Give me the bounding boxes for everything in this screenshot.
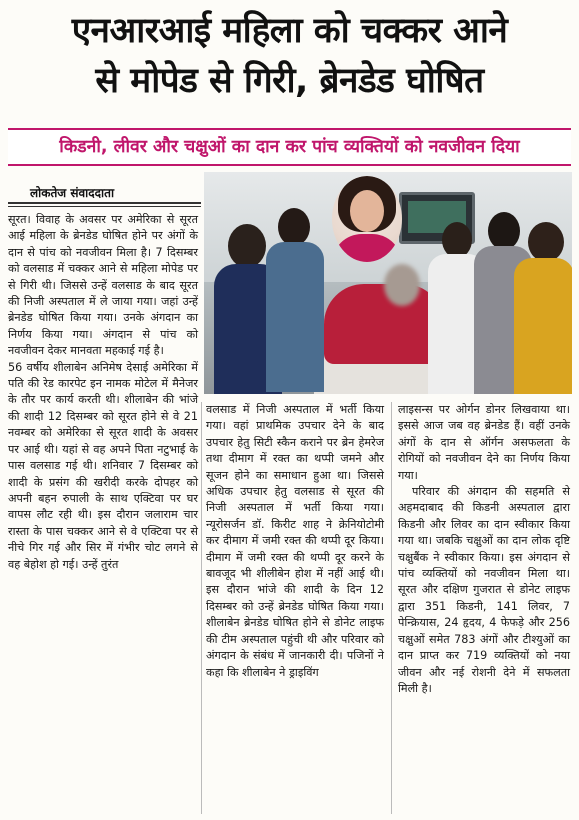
article-column-2 (206, 402, 384, 681)
person-figure (514, 222, 572, 394)
headline-line-1: एनआरआई महिला को चक्कर आने (71, 11, 508, 51)
column-divider (391, 402, 392, 814)
paragraph: 56 वर्षीय शीलाबेन अनिमेष देसाई अमेरिका में पति की रेड कारपेट इन नामक मोटेल में मैनेजर के तौर पर कार्य करती थी। शीलाबेन की भांजे की शादी 12 दिसम्बर को सूरत होने से वे 21 नवम्बर को अमेरिका से सूरत शादी के अवसर पर आई थी। यहां से वह अपने पिता नटुभाई के पास वलसाड गई थी। शनिवार 7 दिसम्बर को शादी के प्रसंग की खरीदी करके दोपहर को अपनी बहन रुपाली के साथ एक्टिवा पर घर वापस लौट रही थी। इस दौरान जलाराम चार रास्ता के पास चक्कर आने से वे एक्टिवा पर से नीचे गिर गई और सिर में गंभीर चोट लगने से वह बेहोश हो गई। उन्हें तुरंत (8, 360, 198, 571)
patient-blanket (324, 284, 444, 364)
paragraph: लाइसन्स पर ओर्गन डोनर लिखवाया था। इससे आज जब वह ब्रेनडेड हैं। वहीं उनके अंगों के दान से ऑर्गन असफलता के रोगियों को नवजीवन देने का निर्णय किया गया। (398, 403, 570, 482)
paragraph: वलसाड में निजी अस्पताल में भर्ती किया गया। वहां प्राथमिक उपचार देने के बाद उपचार हेतु सिटी स्कैन कराने पर ब्रेन हेमरेज तथा दीमाग में रक्त का थप्पी जमने और सूजन होने का समाधान हुआ था। जिससे अधिक उपचार हेतु वलसाड से सूरत की निजी अस्पताल में भर्ती किया गया। न्यूरोसर्जन डॉ. किरीट शाह ने क्रेनियोटोमी कर दीमाग में जमी रक्त की थप्पी दूर किया। दीमाग में जमी रक्त की थप्पी दूर करने के बावजूद भी शीलीबेन होश में नहीं आई थी। इस दौरान भांजे की शादी के दिन 12 दिसम्बर को उन्हें ब्रेनडेड घोषित किया गया। शीलाबेन ब्रेनडेड घोषित होने से डोनेट लाइफ की टीम अस्पताल पहुंची थी और परिवार को अंगदान के संबंध में जानकारी दी। पजिनों ने कहा कि शीलाबेन ने ड्राइविंग (206, 403, 384, 679)
paragraph: सूरत। विवाह के अवसर पर अमेरिका से सूरत आई महिला के ब्रेनडेड घोषित होने पर अंगों के दान से पांच को नवजीवन मिला है। 7 दिसम्बर को वलसाड में चक्कर आने से महिला मोपेड पर से गिरी थी। जिससे उन्हें वलसाड के बाद सूरत की निजी अस्पताल में ले जाया गया। जहां उन्हें ब्रेनडेड घोषित किया गया। उनके अंगदान का निर्णय किया गया। अंगदान से पांच को नवजीवन देकर मानवता महकाई गई है। (8, 213, 198, 358)
byline-rule-thin (8, 206, 201, 207)
article-column-3 (398, 402, 570, 697)
headline-line-2: से मोपेड से गिरी, ब्रेनडेड घोषित (95, 61, 484, 101)
headline (0, 6, 579, 106)
paragraph: परिवार की अंगदान की सहमति से अहमदाबाद की किडनी अस्पताल द्वारा किडनी और लिवर का दान स्वीकार किया गया था। जबकि चक्षुओं का दान लोक दृष्टि चक्षुबैंक ने स्वीकार किया। इस अंगदान से पांच व्यक्तियों को नवजीवन मिला था। सूरत और दक्षिण गुजरात से डोनेट लाइफ द्वारा 351 किडनी, 141 लिवर, 7 पेन्क्रियास, 24 हृदय, 4 फेफड़े और 256 चक्षुओं समेत 783 अंगों और टीश्युओं का दान प्राप्त कर 719 व्यक्तियों को नया जीवन और नई रोशनी देने में सफलता मिली है। (398, 485, 570, 695)
portrait-inset (332, 176, 402, 262)
byline-rule (8, 202, 201, 204)
patient-blurred (384, 264, 420, 306)
article-column-1 (8, 212, 198, 573)
column-divider (201, 402, 202, 814)
person-figure (266, 208, 326, 394)
news-photo (204, 172, 572, 394)
byline: लोकतेज संवाददाता (30, 186, 115, 200)
subheadline: किडनी, लीवर और चक्षुओं का दान कर पांच व्यक्तियों को नवजीवन दिया (8, 128, 571, 166)
